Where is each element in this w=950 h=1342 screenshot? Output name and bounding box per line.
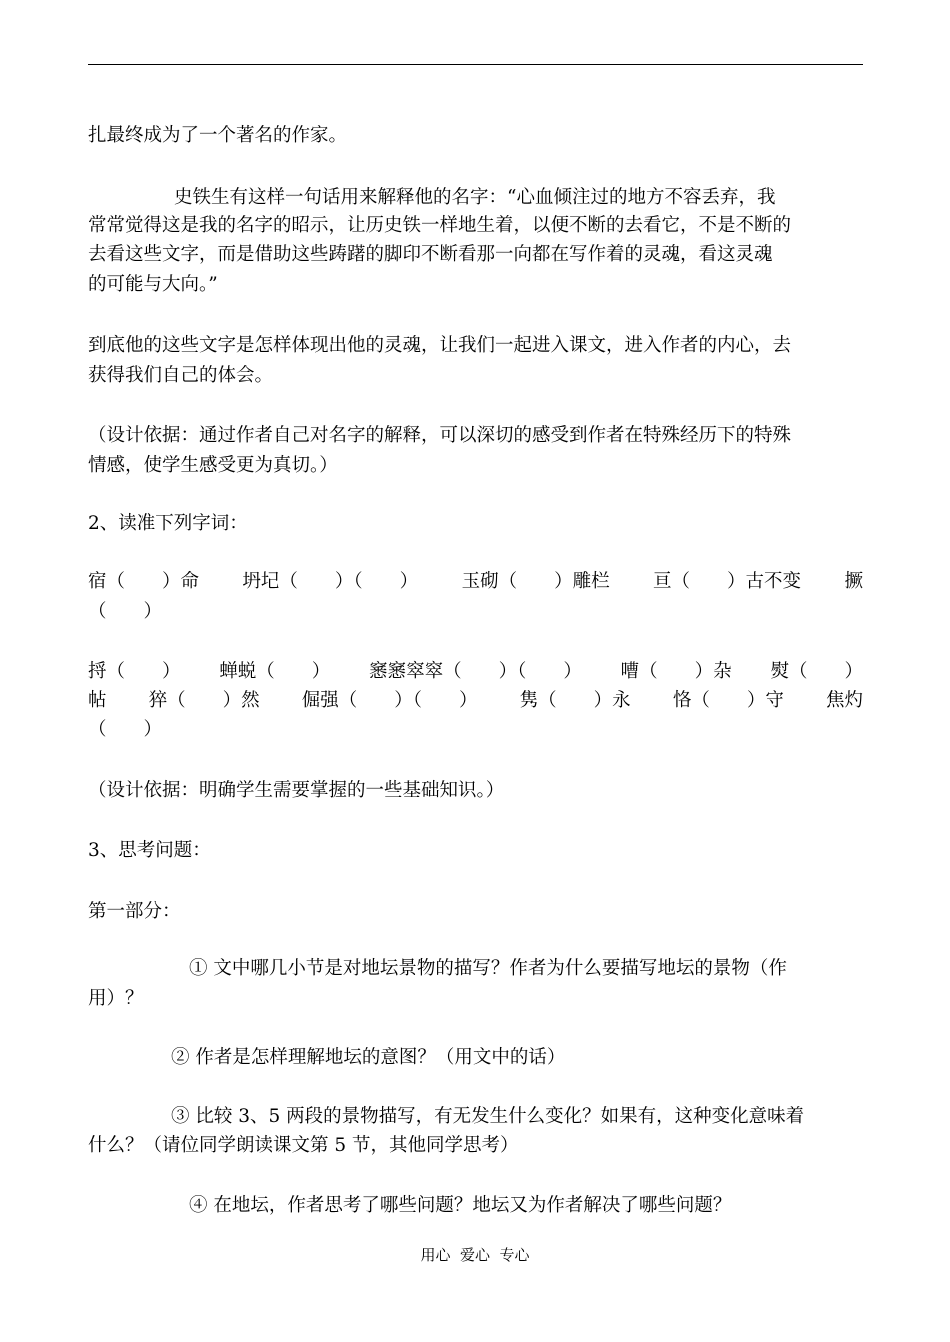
question-line: ④ 在地坛，作者思考了哪些问题？地坛又为作者解决了哪些问题？ <box>189 1195 732 1216</box>
vocab-item: 捋（ ） <box>88 661 181 682</box>
vocab-item: 焦灼 <box>825 690 863 711</box>
vocab-item: 猝（ ）然 <box>148 690 260 711</box>
vocab-row-continuation: （ ） <box>88 719 163 740</box>
design-note-line: （设计依据：明确学生需要掌握的一些基础知识。） <box>88 780 505 801</box>
vocab-row-continuation: （ ） <box>88 601 163 622</box>
part-label: 第一部分： <box>88 901 181 922</box>
section-heading: 3、思考问题： <box>88 840 211 861</box>
header-rule <box>88 64 863 65</box>
vocab-item: 嘈（ ）杂 <box>620 661 732 682</box>
page-footer: 用心 爱心 专心 <box>420 1246 530 1264</box>
vocab-item: 亘（ ）古不变 <box>653 571 802 592</box>
vocab-item: 隽（ ）永 <box>519 690 631 711</box>
vocab-row <box>88 567 863 597</box>
vocab-item: 恪（ ）守 <box>672 690 784 711</box>
quote-paragraph-line: 的可能与大向。” <box>88 274 218 295</box>
vocab-item: 撅 <box>844 571 863 592</box>
vocab-item: 蝉蜕（ ） <box>219 661 331 682</box>
section-heading: 2、读准下列字词： <box>88 513 248 534</box>
transition-paragraph-line: 获得我们自己的体会。 <box>88 365 274 386</box>
vocab-row <box>88 686 863 716</box>
question-line: 什么？（请位同学朗读课文第 5 节，其他同学思考） <box>88 1135 519 1156</box>
design-note-line: （设计依据：通过作者自己对名字的解释，可以深切的感受到作者在特殊经历下的特殊 <box>88 425 792 446</box>
vocab-item: 宿（ ）命 <box>88 571 200 592</box>
quote-paragraph-line: 去看这些文字，而是借助这些踌躇的脚印不断看那一向都在写作着的灵魂，看这灵魂 <box>88 244 773 265</box>
continuation-line: 扎最终成为了一个著名的作家。 <box>88 125 348 146</box>
question-line: ③ 比较 3、5 两段的景物描写，有无发生什么变化？如果有，这种变化意味着 <box>171 1106 805 1127</box>
design-note-line: 情感，使学生感受更为真切。） <box>88 455 338 476</box>
vocab-item: 熨（ ） <box>770 661 863 682</box>
question-line: ① 文中哪几小节是对地坛景物的描写？作者为什么要描写地坛的景物（作 <box>189 958 787 979</box>
quote-paragraph-line: 常常觉得这是我的名字的昭示，让历史铁一样地生着，以便不断的去看它，不是不断的 <box>88 215 792 236</box>
vocab-item: 窸窸窣窣（ ）（ ） <box>369 661 582 682</box>
vocab-row <box>88 657 863 687</box>
vocab-item: 玉砌（ ）雕栏 <box>461 571 610 592</box>
vocab-item: 倔强（ ）（ ） <box>301 690 478 711</box>
transition-paragraph-line: 到底他的这些文字是怎样体现出他的灵魂，让我们一起进入课文，进入作者的内心，去 <box>88 335 792 356</box>
question-line: ② 作者是怎样理解地坛的意图？（用文中的话） <box>171 1047 566 1068</box>
vocab-item: 帖 <box>88 690 107 711</box>
vocab-item: 坍圮（ ）（ ） <box>242 571 419 592</box>
question-line: 用）？ <box>88 988 144 1009</box>
quote-paragraph-line: 史铁生有这样一句话用来解释他的名字：“心血倾注过的地方不容丢弃，我 <box>174 187 776 208</box>
